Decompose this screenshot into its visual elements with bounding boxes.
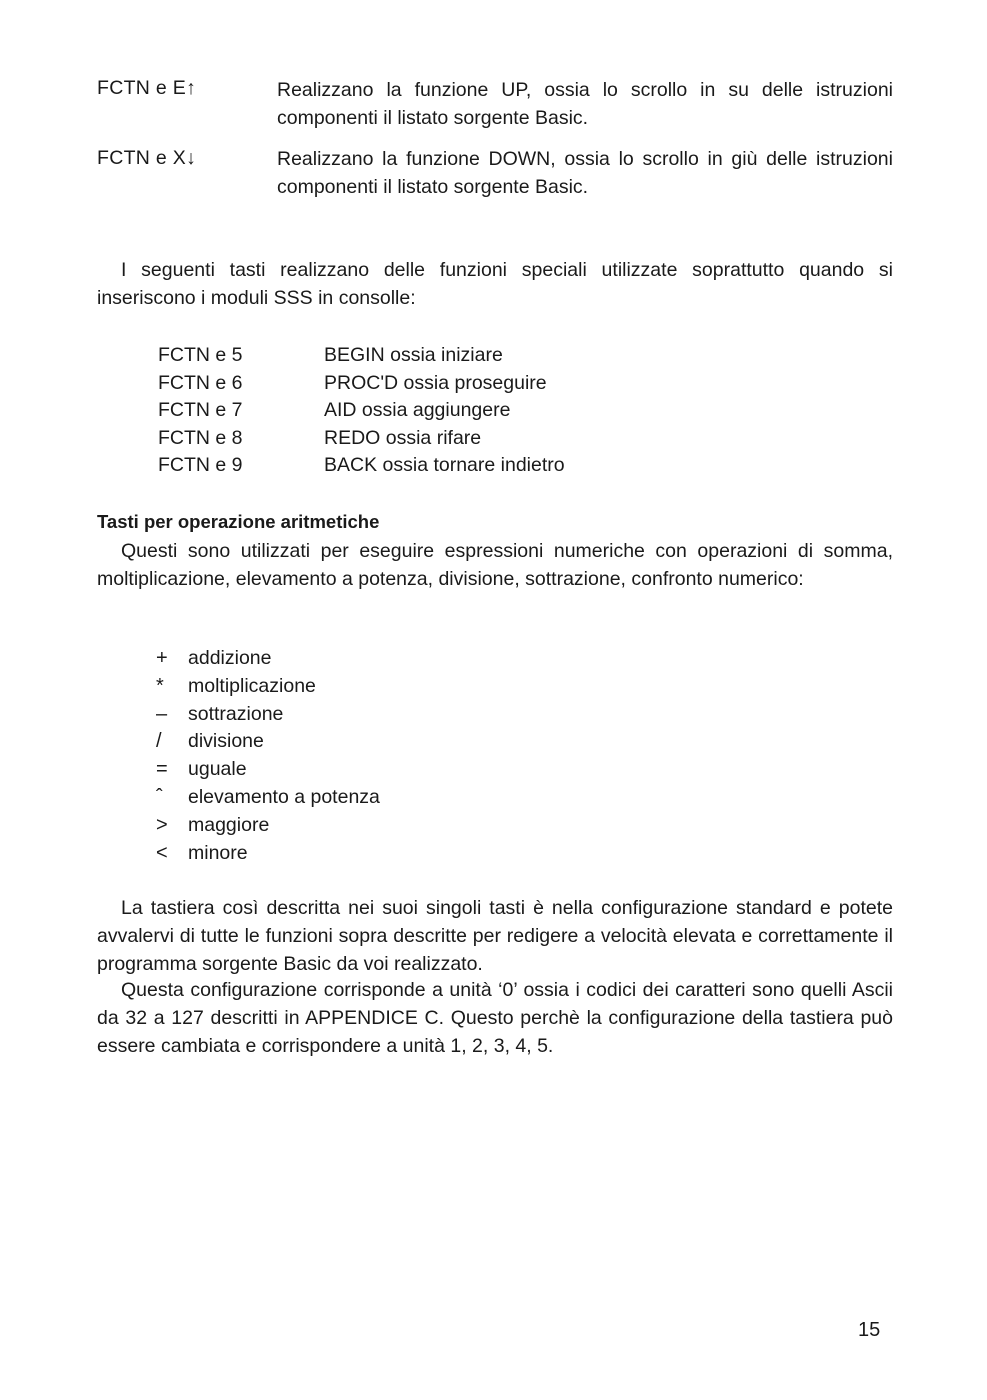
operator-label: elevamento a potenza: [188, 785, 380, 808]
operator-label: maggiore: [188, 813, 270, 836]
special-key-meaning: BACK ossia tornare indietro: [324, 454, 565, 476]
arithmetic-intro: Questi sono utilizzati per eseguire espressioni numeriche con operazioni di somma, moltiplicazione, elevamento a potenza, divisione, sottrazione, confronto numerico:: [97, 540, 893, 590]
special-key-meaning: BEGIN ossia iniziare: [324, 344, 503, 366]
operator-label: sottrazione: [188, 702, 284, 725]
operator-label: moltiplicazione: [188, 674, 316, 697]
special-key: FCTN e 9: [158, 454, 243, 476]
list-item: [156, 701, 380, 729]
table-row: [158, 370, 565, 398]
operator-label: divisione: [188, 730, 264, 753]
list-item: [156, 784, 380, 812]
equals-symbol: =: [156, 758, 168, 781]
minus-symbol: –: [156, 702, 168, 725]
operator-label: minore: [188, 841, 248, 864]
caret-symbol: ˆ: [156, 785, 163, 808]
special-key: FCTN e 8: [158, 426, 243, 449]
special-key-meaning: PROC'D ossia proseguire: [324, 371, 547, 394]
operator-label: addizione: [188, 647, 272, 669]
function-key-down-description: Realizzano la funzione DOWN, ossia lo scrollo in giù delle istruzioni componenti il listato sorgente Basic.: [277, 148, 893, 198]
arithmetic-heading: Tasti per operazione aritmetiche: [97, 511, 380, 532]
list-item: [156, 840, 380, 868]
special-key-meaning: AID ossia aggiungere: [324, 399, 511, 421]
table-row: [158, 452, 565, 480]
page-number: 15: [858, 1319, 881, 1341]
special-key: FCTN e 7: [158, 399, 243, 421]
table-row: [158, 342, 565, 370]
list-item: [156, 728, 380, 756]
slash-symbol: /: [156, 730, 162, 753]
special-keys-intro: I seguenti tasti realizzano delle funzioni speciali utilizzate soprattutto quando si inseriscono i moduli SSS in consolle:: [97, 259, 893, 309]
asterisk-symbol: *: [156, 674, 164, 697]
list-item: [156, 756, 380, 784]
special-key-meaning: REDO ossia rifare: [324, 426, 482, 449]
unit-config-paragraph: Questa configurazione corrisponde a unità ‘0’ ossia i codici dei caratteri sono quelli Ascii da 32 a 127 descritti in APPENDICE C. Questo perchè la configurazione della tastiera può essere cambiata e corrispondere a unità 1, 2, 3, 4, 5.: [97, 979, 893, 1057]
table-row: [158, 397, 565, 425]
special-key: FCTN e 6: [158, 371, 243, 394]
special-key: FCTN e 5: [158, 344, 243, 366]
greater-than-symbol: >: [156, 813, 168, 836]
less-than-symbol: <: [156, 841, 168, 864]
function-key-down: FCTN e X↓: [97, 147, 197, 169]
function-key-up: FCTN e E↑: [97, 77, 197, 99]
function-key-up-description: Realizzano la funzione UP, ossia lo scrollo in su delle istruzioni componenti il listato sorgente Basic.: [277, 79, 893, 129]
plus-symbol: +: [156, 647, 168, 669]
operator-list: [156, 645, 380, 867]
table-row: [158, 425, 565, 453]
list-item: [156, 673, 380, 701]
operator-label: uguale: [188, 758, 247, 781]
list-item: [156, 645, 380, 673]
special-keys-table: [158, 342, 565, 480]
list-item: [156, 812, 380, 840]
keyboard-config-paragraph: La tastiera così descritta nei suoi singoli tasti è nella configurazione standard e potete avvalervi di tutte le funzioni sopra descritte per redigere a velocità elevata e correttamente il programma sorgente Basic da voi realizzato.: [97, 897, 893, 975]
